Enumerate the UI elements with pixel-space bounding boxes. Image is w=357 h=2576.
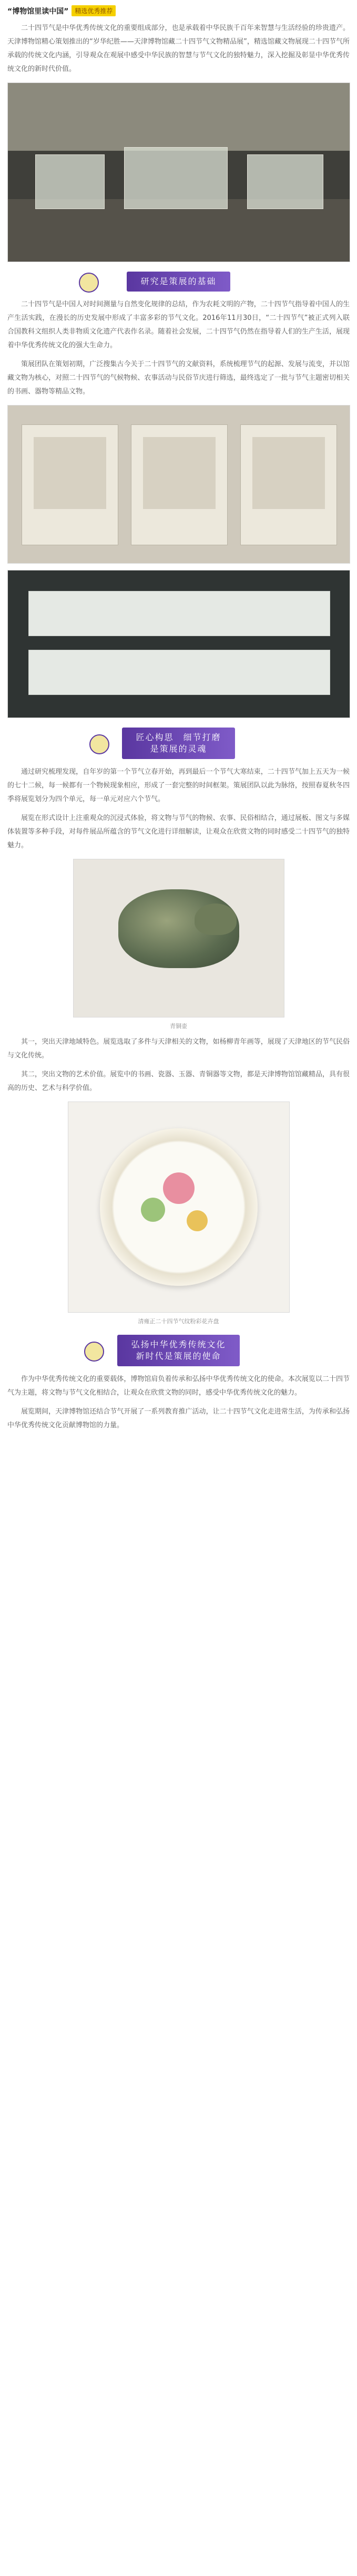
section2b-paragraph: 其二，突出文物的艺术价值。展览中的书画、瓷器、玉器、青铜器等文物，都是天津博物馆馆藏精品，具有很高的历史、艺术与科学价值。 [7, 1071, 350, 1092]
display-case-photo [7, 570, 350, 718]
section1-paragraph: 策展团队在策划初期，广泛搜集古今关于二十四节气的文献资料，系统梳理节气的起源、发展与流变，并以馆藏文物为核心，对照二十四节气的气候物候、农事活动与民俗节庆进行筛选，最终选定了一批与节气主题密切相关的书画、器物等精品文物。 [7, 360, 350, 396]
section-heading-design: 匠心构思 细节打磨 是策展的灵魂 [95, 728, 263, 759]
section3-paragraph: 作为中华优秀传统文化的重要载体，博物馆肩负着传承和弘扬中华优秀传统文化的使命。本次展览以二十四节气为主题，将文物与节气文化相结合，让观众在欣赏文物的同时，感受中华优秀传统文化的魅力。 [7, 1375, 350, 1397]
section-emblem-icon [79, 273, 99, 293]
section3-paragraph: 展览期间，天津博物馆还结合节气开展了一系列教育推广活动，让二十四节气文化走进常生活，为传承和弘扬中华优秀传统文化贡献博物馆的力量。 [7, 1408, 350, 1429]
section-heading-mission: 弘扬中华优秀传统文化 新时代是策展的使命 [89, 1335, 268, 1366]
article-header [7, 0, 350, 16]
section-emblem-icon [89, 734, 109, 754]
section-heading-research: 研究是策展的基础 [84, 272, 273, 292]
porcelain-plate-photo [68, 1102, 290, 1313]
column-title: “博物馆里读中国” [7, 7, 69, 16]
plate-caption: 清雍正二十四节气纹粉彩花卉盘 [138, 1318, 219, 1325]
bronze-vessel-photo [73, 859, 284, 1017]
section2-paragraph: 通过研究梳理发现，自年岁的第一个节气立春开始，再到最后一个节气大寒结束，二十四节气加上五天为一候的七十二候，每一候都有一个物候现象相应，形成了一套完整的时间框架。策展团队以此为脉络，按照春夏秋冬四季将展览划分为四个单元，每一单元对应六个节气。 [7, 768, 350, 803]
exhibition-panels-photo [7, 405, 350, 564]
featured-badge: 精选优秀推荐 [72, 5, 116, 16]
section-emblem-icon [84, 1342, 104, 1362]
exhibition-hall-photo [7, 82, 350, 262]
section1-paragraph: 二十四节气是中国人对时间测量与自然变化规律的总结，作为农耗文明的产物，二十四节气指导着中国人的生产生活实践，在漫长的历史发展中形成了丰富多彩的节气文化。2016年11月30日，“二十四节气”被正式列入联合国教科文组织人类非物质文化遗产代表作名录。随着社会发展，二十四节气仍然在指导着人们的生产生活，展现着中华优秀传统文化的强大生命力。 [7, 300, 350, 349]
intro-paragraph: 二十四节气是中华优秀传统文化的重要组成部分，也是承载着中华民族千百年来智慧与生活经验的珍贵遗产。天津博物馆精心策划推出的“岁华纪胜——天津博物馆藏二十四节气文物精品展”，精选馆藏文物展现二十四节气所承载的传统文化内涵，引导观众在观展中感受中华民族的智慧与节气文化的独特魅力，深入挖掘及彰显中华优秀传统文化的新时代价值。 [7, 24, 350, 73]
section2b-paragraph: 其一，突出天津地域特色。展览选取了多件与天津相关的文物，如杨柳青年画等，展现了天津地区的节气民俗与文化传统。 [7, 1038, 350, 1060]
section2-paragraph: 展览在形式设计上注重观众的沉浸式体验，将文物与节气的物候、农事、民俗相结合，通过展板、图文与多媒体装置等多种手段，对每件展品所蕴含的节气文化进行详细解读，让观众在欣赏文物的同时感受二十四节气的独特魅力。 [7, 814, 350, 849]
bronze-caption: 青铜壶 [170, 1023, 187, 1030]
